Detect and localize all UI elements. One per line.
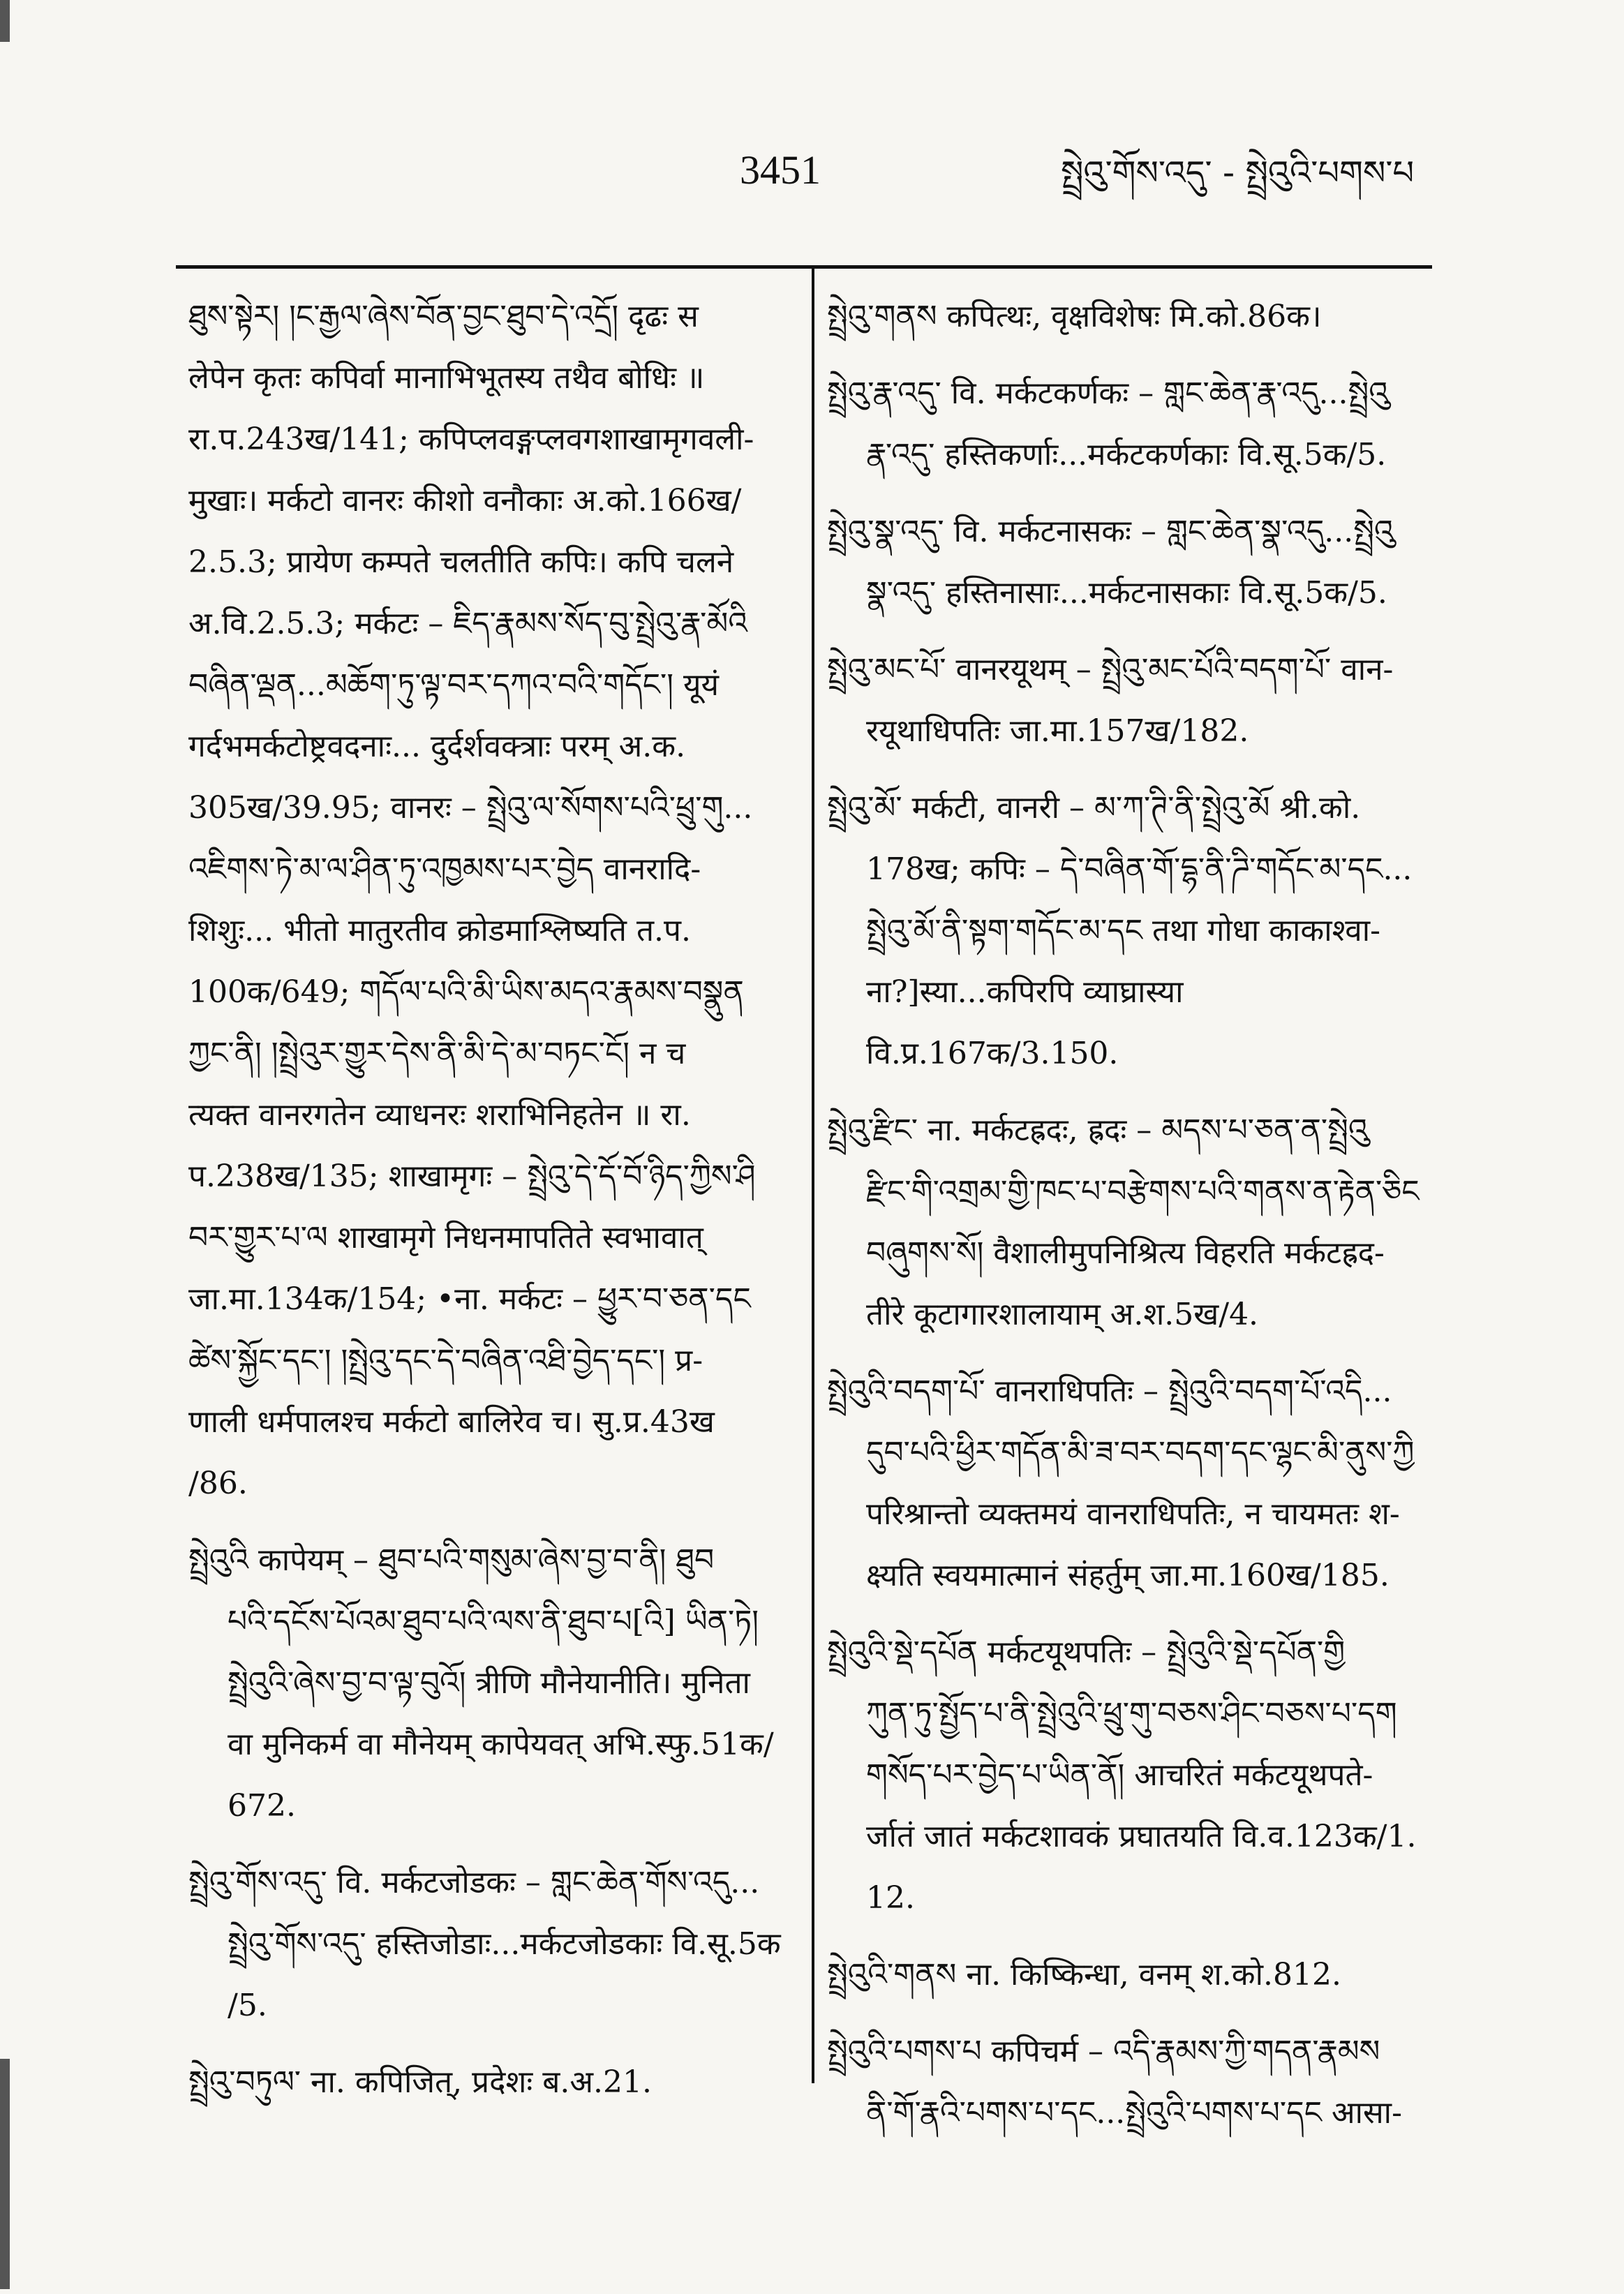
binding-mark-bottom <box>0 2059 10 2289</box>
column-divider <box>812 269 814 2083</box>
entry-markatakarnakah: སྤྲེའུ་རྣ་འདུ་ वि. मर्कटकर्णकः – གླང་ཆེན་རྣ་འདུ...སྤྲེའུ རྣ་འདུ་ हस्तिकर्णाः...मर्कटकर्णकाः वि.सू.5क/5. <box>827 375 1389 472</box>
top-rule <box>176 265 1432 269</box>
running-head: སྤྲེའུ་གོས་འདུ་ - སྤྲེའུའི་པགས་པ <box>1061 154 1415 193</box>
entry-kapitthah: སྤྲེའུ་གནས कपित्थः, वृक्षविशेषः मि.को.86क। <box>827 299 1322 334</box>
binding-mark-top <box>0 0 10 42</box>
entry-markatajodakah: སྤྲེའུ་གོས་འདུ་ वि. मर्कटजोडकः – གླང་ཆེན་གོས་འདུ... སྤྲེའུ་གོས་འདུ་ हस्तिजोडाः...मर्कटजोडकाः वि.सू.5क /5. <box>188 1865 781 2023</box>
entry-continuation-markata: ཐུས་སྟེར། །ང་རྒྱལ་ཞེས་བོན་བྱང་ཐུབ་དེ་འདྲོ། दृढः स लेपेन कृतः कपिर्वा मानाभिभूतस्य तथैव बोधिः ॥ रा.प.243ख/141; कपिप्लवङ्गप्लवगशाखामृगवली- मुखाः। मर्कटो वानरः कीशो वनौकाः अ.को.166ख/ 2.5.3; प्रायेण कम्पते चलतीति कपिः। कपि चलने अ.वि.2.5.3; मर्कटः – ཇིད་རྣམས་སོད་བུ་སྤྲེའུ་རྣ་མོའི བཞིན་ལྡན...མཆོག་ཏུ་ལྟ་བར་དཀའ་བའི་གདོང་། यूयं गर्दभमर्कटोष्ट्रवदनाः... दुर्दर्शवक्त्राः परम् अ.क. 305ख/39.95; वानरः – སྤྲེའུ་ལ་སོགས་པའི་ཕྲུ་གུ... འཇིགས་ཏེ་མ་ལ་ཤིན་ཏུ་འཁྱམས་པར་བྱེད वानरादि- शिशुः... भीतो मातुरतीव क्रोडमाश्लिष्यति त.प. 100क/649; གདོལ་པའི་མི་ཡིས་མདའ་རྣམས་བསྣུན ཀྱང་ནི། །སྤྲེའུར་གྱུར་དེས་ནི་མི་དེ་མ་བཏང་ངོ། न च त्यक्त वानरगतेन व्याधनरः शराभिनिहतेन ॥ रा. प.238ख/135; शाखामृगः – སྤྲེའུ་དེ་དོ་བོ་ཉིད་ཀྱིས་ཤི བར་གྱུར་པ་ལ शाखामृगे निधनमापतिते स्वभावात् जा.मा.134क/154; •ना. मर्कटः – ཕྱུར་བ་ཅན་དང ཚེས་སྐྱོང་དང་། །སྤྲེའུ་དང་དེ་བཞིན་འཐི་བྱེད་དང་། प्र- णाली धर्मपालश्च मर्कटो बालिरेव च। सु.प्र.43ख /86. <box>188 299 756 1501</box>
entry-kapicharma: སྤྲེའུའི་པགས་པ कपिचर्म – འདི་རྣམས་ཀྱི་གདན་རྣམས ནི་གོ་རྣའི་པགས་པ་དང...སྤྲེའུའི་པགས་པ་དང आसा- <box>827 2034 1402 2131</box>
page-number: 3451 <box>740 147 821 193</box>
right-column <box>827 286 1445 2159</box>
entry-kapijit: སྤྲེའུ་བཏུལ་ ना. कपिजित्, प्रदेशः ब.अ.21. <box>188 2064 652 2100</box>
entry-kishkindha: སྤྲེའུའི་གནས ना. किष्किन्धा, वनम् श.को.812. <box>827 1957 1341 1993</box>
entry-vanarayutham: སྤྲེའུ་མང་པོ་ वानरयूथम् – སྤྲེའུ་མང་པོའི་བདག་པོ་ वान- रयूथाधिपतिः जा.मा.157ख/182. <box>827 652 1394 749</box>
entry-markatanasakah: སྤྲེའུ་སྣ་འདུ་ वि. मर्कटनासकः – གླང་ཆེན་སྣ་འདུ...སྤྲེའུ སྣ་འདུ་ हस्तिनासाः...मर्कटनासकाः वि.सू.5क/5. <box>827 514 1394 611</box>
entry-markati: སྤྲེའུ་མོ་ मर्कटी, वानरी – མ་ཀ་ཊི་ནི་སྤྲེའུ་མོ श्री.को. 178ख; कपिः – དེ་བཞིན་གོ་དྷ་ནི་ཌི་གདོང་མ་དང... སྤྲེའུ་མོ་ནི་སྟག་གདོང་མ་དང तथा गोधा काकाश्वा- ना?]स्या...कपिरपि व्याघ्रास्या वि.प्र.167क/3.150. <box>827 790 1413 1071</box>
left-column <box>188 286 796 2129</box>
entry-vanaradhipatih: སྤྲེའུའི་བདག་པོ་ वानराधिपतिः – སྤྲེའུའི་བདག་པོ་འདི... དུབ་པའི་ཕྱིར་གདོན་མི་ཟ་བར་བདག་དང་ལྷང་མི་ནུས་ཀྱི परिश्रान्तो व्यक्तमयं वानराधिपतिः, न चायमतः श- क्ष्यति स्वयमात्मानं संहर्तुम् जा.मा.160ख/185. <box>827 1373 1415 1593</box>
entry-kapeyam: སྤྲེའུའི कापेयम् – ཐུབ་པའི་གསུམ་ཞེས་བྱ་བ་ནི། ཐུབ པའི་དངོས་པོའམ་ཐུབ་པའི་ལས་ནི་ཐུབ་པ[འི] ཡིན་ཏེ། སྤྲེའུའི་ཞེས་བྱ་བ་ལྟ་བུའོ། त्रीणि मौनेयानीति। मुनिता वा मुनिकर्म वा मौनेयम् कापेयवत् अभि.स्फु.51क/ 672. <box>188 1542 774 1824</box>
entry-markatahradah: སྤྲེའུ་རྫིང་ ना. मर्कटह्रदः, ह्रदः – མདས་པ་ཅན་ན་སྤྲེའུ རྫིང་གི་འགྲམ་གྱི་ཁང་པ་བརྩེགས་པའི་གནས་ན་རྟེན་ཅིང བཞུགས་སོ། वैशालीमुपनिश्रित्य विहरति मर्कटह्रद- तीरे कूटागारशालायाम् अ.श.5ख/4. <box>827 1112 1420 1332</box>
entry-markatayuthapatih: སྤྲེའུའི་སྡེ་དཔོན मर्कटयूथपतिः – སྤྲེའུའི་སྡེ་དཔོན་གྱི ཀུན་ཏུ་སྤྱོད་པ་ནི་སྤྲེའུའི་ཕྲུ་གུ་བཅས་ཤིང་བཅས་པ་དག གསོད་པར་བྱེད་པ་ཡིན་ནོ། आचरितं मर्कटयूथपते- र्जातं जातं मर्कटशावकं प्रघातयति वि.व.123क/1. 12. <box>827 1634 1417 1916</box>
